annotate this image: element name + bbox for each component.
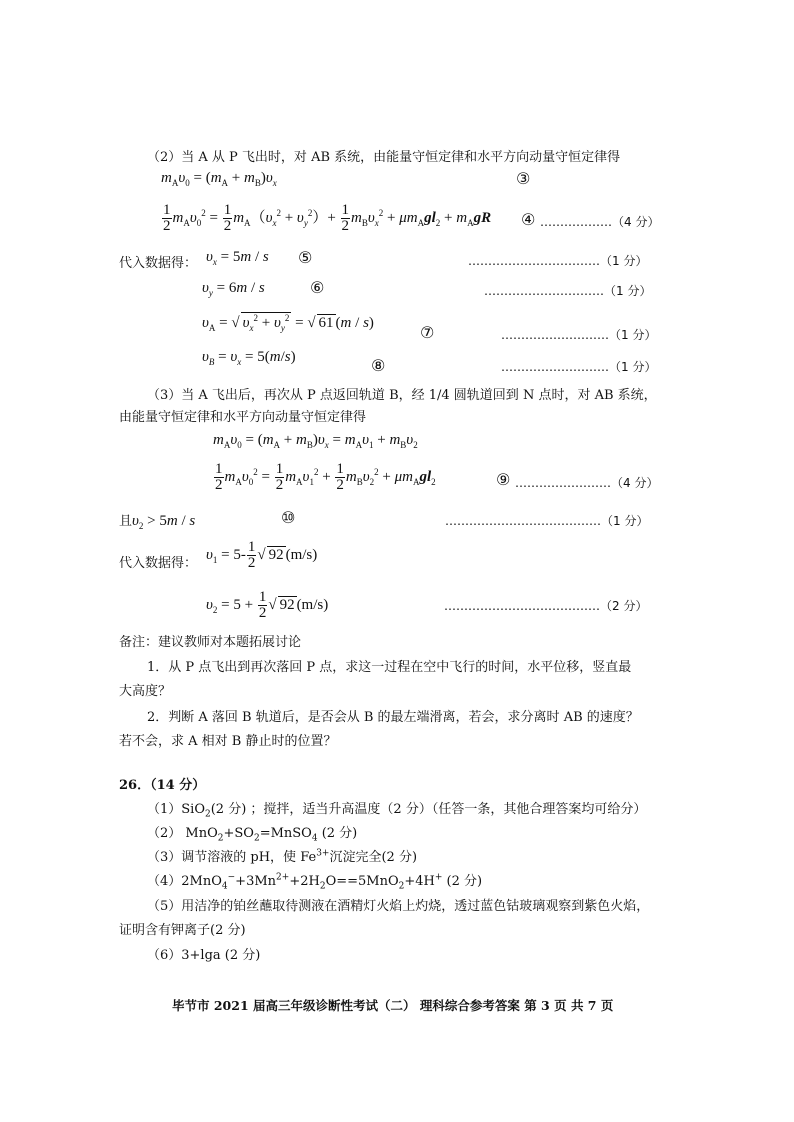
equation-vy: $\upsilon_y = 6m / s$: [202, 280, 265, 298]
equation-v2: $\upsilon_2 = 5$ + $\frac{1}{2}$ √ 92 (m/s): [206, 589, 329, 621]
equation-momentum: $m_A\upsilon_0 = (m_A + m_B)\upsilon_x$: [161, 170, 277, 188]
note-question-1-line2: 大高度？: [119, 684, 172, 699]
equation-momentum-2: $m_A\upsilon_0 = (m_A + m_B)\upsilon_x = m_A\upsilon_1 + m_B\upsilon_2$: [213, 432, 418, 450]
equation-vB: $\upsilon_B = \upsilon_x = 5(m/s)$: [202, 349, 296, 367]
score-leader-4: ………………（4 分）: [540, 215, 660, 229]
answer-26-5-line1: （5）用洁净的铂丝蘸取待测液在酒精灯火焰上灼烧，透过蓝色钴玻璃观察到紫色火焰，: [147, 899, 650, 914]
condition-prefix: 且: [119, 514, 133, 529]
answer-26-1: （1）SiO$_2$(2 分) ；搅拌，适当升高温度（2 分）（任答一条，其他合理答案均可给分）: [147, 802, 647, 820]
note-title: 备注：建议教师对本题拓展讨论: [119, 635, 302, 650]
condition-line: 且$\upsilon_2 > 5m / s$: [119, 513, 196, 531]
answer-26-5-line2: 证明含有钾离子(2 分): [119, 923, 246, 938]
score-leader-7: ………………………（1 分）: [501, 328, 657, 342]
equation-number-8: ⑧: [371, 356, 386, 375]
equation-number-4: ④: [521, 210, 536, 229]
answer-26-2: （2） $MnO_2+SO_2=MnSO_4$ (2 分): [147, 826, 358, 844]
equation-v1: $\upsilon_1 = 5-$ $\frac{1}{2}$ √ 92 (m/s): [206, 539, 318, 571]
answer-26-6: （6）3+lga (2 分): [147, 948, 261, 963]
part3-intro-line2: 由能量守恒定律和水平方向动量守恒定律得: [119, 410, 367, 425]
question-26-title: 26．（14 分）: [119, 778, 206, 793]
equation-number-9: ⑨: [496, 470, 511, 489]
score-leader-10: …………………………………（1 分）: [445, 514, 649, 528]
note-question-2-line1: 2．判断 A 落回 B 轨道后，是否会从 B 的最左端滑离，若会，求分离时 AB 的速度？: [147, 710, 639, 725]
equation-vA: $\upsilon_A$ = √ $\upsilon_x^2 + \upsilon_y^2$ = √ 61 (m / s): [202, 313, 374, 333]
note-question-1-line1: 1．从 P 点飞出到再次落回 P 点，求这一过程在空中飞行的时间，水平位移，竖直最: [147, 660, 632, 675]
substitute-label-2: 代入数据得：: [119, 556, 198, 571]
page-footer: 毕节市 2021 届高三年级诊断性考试（二） 理科综合参考答案 第 3 页 共 7 页: [172, 998, 614, 1013]
substitute-label: 代入数据得：: [119, 256, 198, 271]
equation-number-5: ⑤: [298, 248, 313, 267]
equation-number-7: ⑦: [420, 323, 435, 342]
score-leader-last: …………………………………（2 分）: [444, 599, 648, 613]
score-leader-5: ……………………………（1 分）: [468, 254, 648, 268]
score-leader-9: ……………………（4 分）: [515, 476, 659, 490]
answer-26-3: （3）调节溶液的 pH，使 $Fe^{3+}$沉淀完全(2 分): [147, 848, 418, 865]
equation-number-10: ⑩: [281, 508, 296, 527]
equation-number-6: ⑥: [310, 278, 325, 297]
note-question-2-line2: 若不会，求 A 相对 B 静止时的位置？: [119, 734, 337, 749]
score-leader-6: …………………………（1 分）: [484, 284, 652, 298]
answer-26-4: $(4)2MnO_4^-+3Mn^{2+}+2H_2O==5MnO_2+4H^+$ (2 分): [147, 872, 483, 892]
score-leader-8: ………………………（1 分）: [501, 360, 657, 374]
equation-vx: $\upsilon_x = 5m / s$: [206, 249, 269, 267]
equation-energy: $\frac{1}{2}$ $m_A\upsilon_0^2$ = $\frac{1}{2}$ $m_A(\upsilon_x^2 + \upsilon_y^2)+$ $\frac{1}{2}$ $m_B\upsilon_x^2 + \mu m_Agl_2 + m_AgR$: [163, 202, 492, 234]
part3-intro-line1: （3）当 A 飞出后，再次从 P 点返回轨道 B，经 1/4 圆轨道回到 N 点时，对 AB 系统，: [147, 388, 657, 403]
equation-number-3: ③: [516, 169, 531, 188]
part2-intro: （2）当 A 从 P 飞出时，对 AB 系统，由能量守恒定律和水平方向动量守恒定律得: [147, 150, 621, 165]
equation-energy-2: $\frac{1}{2}$ $m_A\upsilon_0^2$ = $\frac{1}{2}$ $m_A\upsilon_1^2$ + $\frac{1}{2}$ $m_B\upsilon_2^2 + \mu m_Agl_2$: [215, 461, 436, 493]
